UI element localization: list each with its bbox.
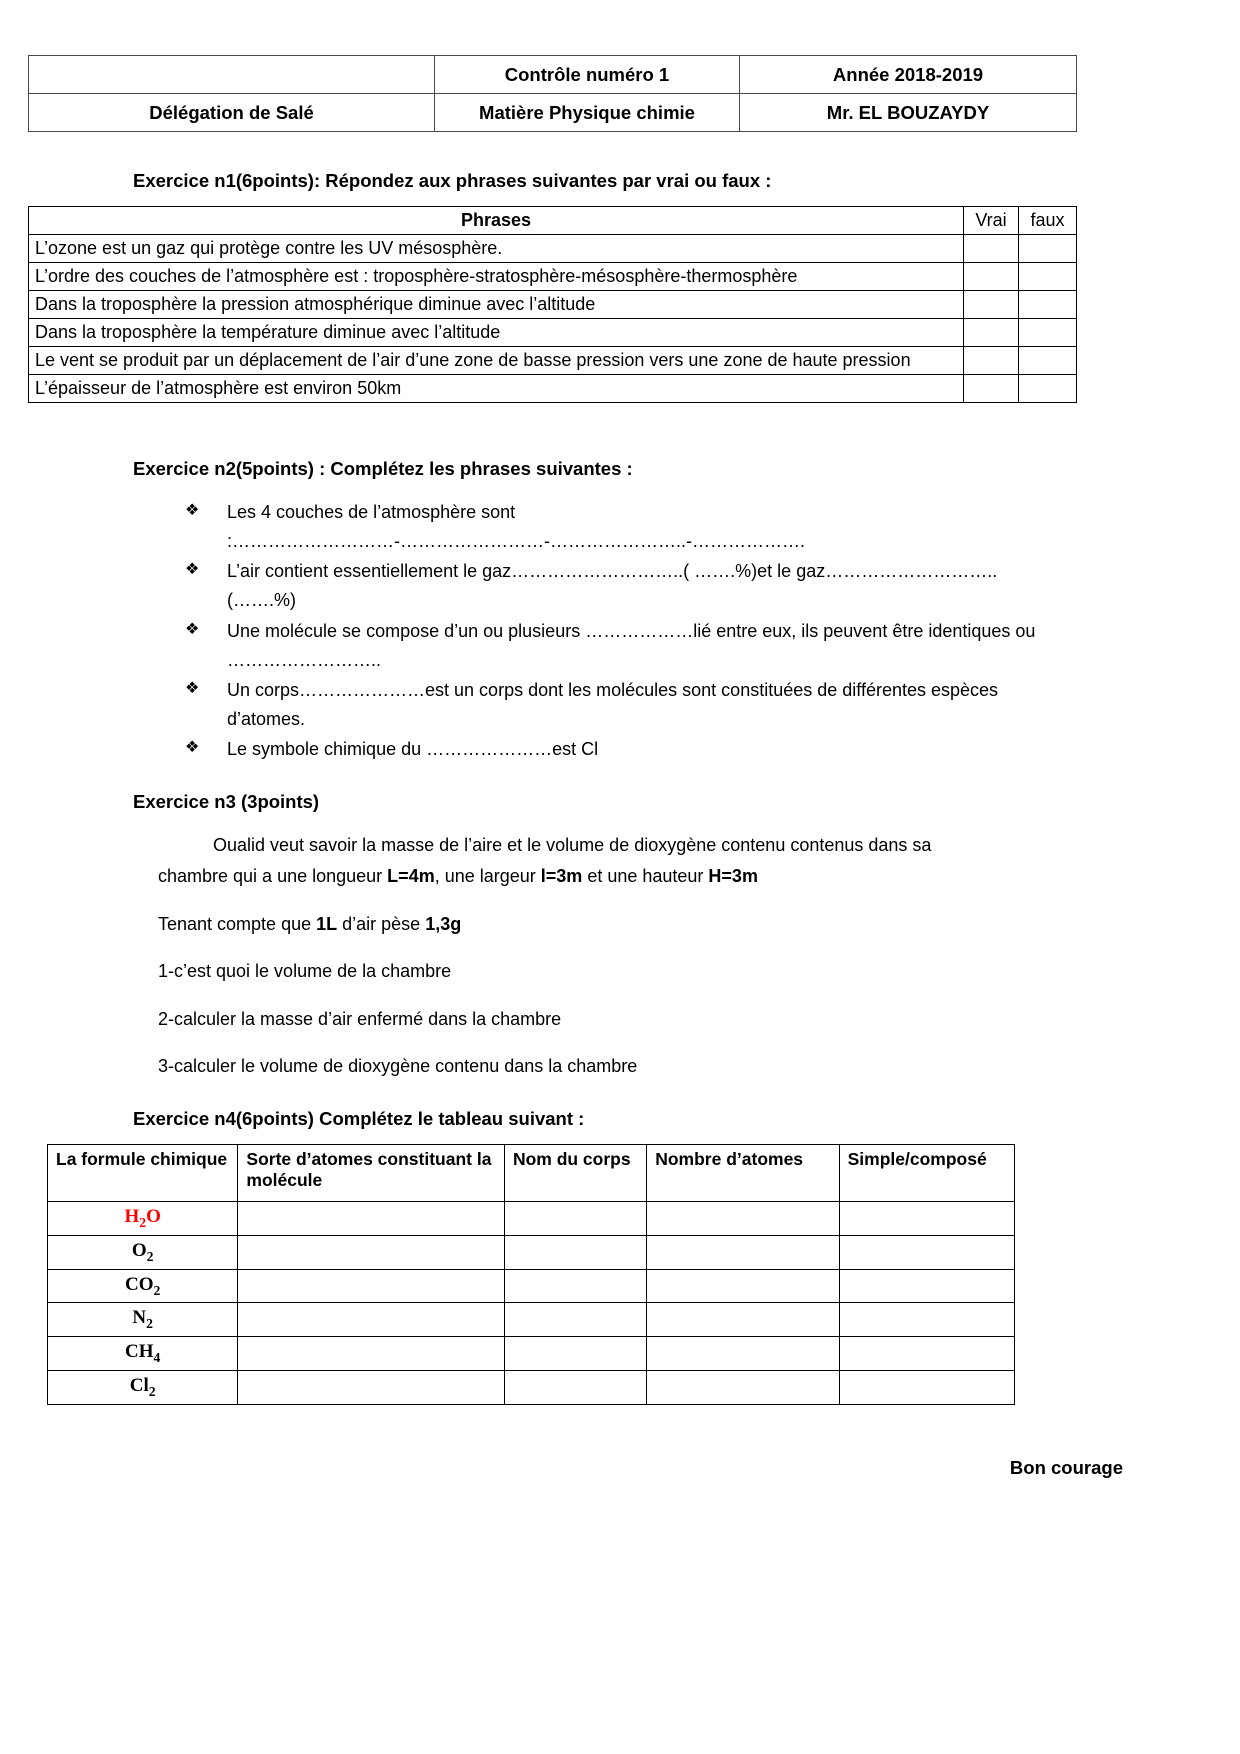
answer-cell-sorte[interactable]: [238, 1201, 505, 1235]
diamond-bullet-icon: ❖: [185, 739, 200, 757]
tenant-prefix: Tenant compte que: [158, 913, 317, 934]
table-row: [48, 1337, 1015, 1371]
table-row: [29, 319, 1077, 347]
formula-cell: $N_2$: [48, 1303, 238, 1337]
list-item-label: Une molécule se compose d’un ou plusieurs ………………lié entre eux, ils peuvent être identiques ou ……………………..: [227, 620, 1036, 670]
answer-cell-type[interactable]: [839, 1370, 1014, 1404]
answer-cell-sorte[interactable]: [238, 1337, 505, 1371]
table-row: [48, 1370, 1015, 1404]
list-item: [185, 557, 1047, 615]
table-header-row: [29, 207, 1077, 235]
spacer-exercise3-c: [25, 939, 1215, 956]
phrase-text: Dans la troposphère la pression atmosphérique diminue avec l’altitude: [29, 291, 964, 319]
exercise3-question-1: 1-c’est quoi le volume de la chambre: [158, 961, 452, 982]
phrase-text: L’épaisseur de l’atmosphère est environ 50km: [29, 375, 964, 403]
bon-courage-note: Bon courage: [1009, 1456, 1123, 1478]
list-item-label: Le symbole chimique du …………………est Cl: [227, 739, 599, 760]
answer-cell-type[interactable]: [839, 1337, 1014, 1371]
answer-cell-nombre[interactable]: [647, 1303, 839, 1337]
value-13g: 1,3g: [425, 913, 462, 934]
formula-cell: $CH_4$: [48, 1337, 238, 1371]
answer-cell-nombre[interactable]: [647, 1370, 839, 1404]
value-1L: 1L: [316, 913, 338, 934]
value-largeur: l=3m: [540, 866, 583, 886]
table-row: [48, 1235, 1015, 1269]
answer-cell-type[interactable]: [839, 1201, 1014, 1235]
answer-cell-vrai[interactable]: [964, 235, 1019, 263]
answer-cell-vrai[interactable]: [964, 291, 1019, 319]
answer-cell-vrai[interactable]: [964, 263, 1019, 291]
spacer-after-exercise1-b: [25, 441, 1215, 458]
answer-cell-faux[interactable]: [1019, 347, 1077, 375]
table-row: [48, 1303, 1015, 1337]
header-subject: Matière Physique chimie: [435, 94, 740, 132]
diamond-bullet-icon: ❖: [185, 502, 200, 519]
exercise2-list: [185, 498, 1215, 764]
answer-cell-sorte[interactable]: [238, 1370, 505, 1404]
exercise3-intro-line2b: , une largeur: [434, 866, 541, 886]
formula-cell: $Cl_2$: [48, 1370, 238, 1404]
answer-cell-nombre[interactable]: [647, 1337, 839, 1371]
phrase-text: L’ordre des couches de l’atmosphère est : troposphère-stratosphère-mésosphère-thermosphère: [29, 263, 964, 291]
header-row-2: [29, 94, 1077, 132]
exercise2-heading: Exercice n2(5points) : Complétez les phrases suivantes :: [133, 458, 633, 479]
exercise1-heading: Exercice n1(6points): Répondez aux phrases suivantes par vrai ou faux :: [133, 170, 772, 191]
spacer-exercise3-a: [25, 813, 1215, 830]
table-row: [48, 1201, 1015, 1235]
answer-cell-vrai[interactable]: [964, 375, 1019, 403]
list-item: [185, 617, 1047, 675]
spacer-after-exercise3: [25, 1082, 1215, 1108]
header-delegation-empty: [29, 56, 435, 94]
header-school-year: Année 2018-2019: [740, 56, 1077, 94]
answer-cell-type[interactable]: [839, 1269, 1014, 1303]
spacer-q2: [25, 1034, 1215, 1051]
answer-cell-faux[interactable]: [1019, 375, 1077, 403]
exercise3-question-3: 3-calculer le volume de dioxygène contenu dans la chambre: [158, 1056, 638, 1077]
tenant-middle: d’air pèse: [337, 913, 426, 934]
table-row: [29, 263, 1077, 291]
answer-cell-faux[interactable]: [1019, 291, 1077, 319]
header-delegation: Délégation de Salé: [29, 94, 435, 132]
column-header-nom-corps: Nom du corps: [504, 1144, 646, 1201]
answer-cell-type[interactable]: [839, 1303, 1014, 1337]
header-exam-title: Contrôle numéro 1: [435, 56, 740, 94]
table-header-row: [48, 1144, 1015, 1201]
table-row: [29, 375, 1077, 403]
list-item: [185, 676, 1047, 734]
answer-cell-faux[interactable]: [1019, 235, 1077, 263]
exercise3-intro-line2a: chambre qui a une longueur: [158, 866, 388, 886]
answer-cell-vrai[interactable]: [964, 319, 1019, 347]
exercise3-intro-line2c: et une hauteur: [582, 866, 709, 886]
value-hauteur: H=3m: [708, 866, 758, 886]
table-row: [29, 235, 1077, 263]
column-header-simple-compose: Simple/composé: [839, 1144, 1014, 1201]
exercise1-table: [28, 206, 1077, 403]
spacer-after-exercise1: [25, 403, 1215, 441]
exercise3-heading: Exercice n3 (3points): [133, 791, 320, 813]
exercise3-intro-line1: Oualid veut savoir la masse de l’aire et le volume de dioxygène contenu contenus dans sa: [213, 835, 932, 856]
answer-cell-faux[interactable]: [1019, 263, 1077, 291]
answer-cell-nombre[interactable]: [647, 1269, 839, 1303]
column-header-phrases: Phrases: [29, 207, 964, 235]
answer-cell-faux[interactable]: [1019, 319, 1077, 347]
spacer-exercise3-b: [25, 892, 1215, 909]
table-row: [48, 1269, 1015, 1303]
exercise3-question-2: 2-calculer la masse d’air enfermé dans la chambre: [158, 1008, 562, 1029]
table-row: [29, 291, 1077, 319]
diamond-bullet-icon: ❖: [185, 620, 200, 638]
table-row: [29, 347, 1077, 375]
spacer-after-exercise2: [25, 765, 1215, 791]
answer-cell-sorte[interactable]: [238, 1269, 505, 1303]
column-header-formule: La formule chimique: [48, 1144, 238, 1201]
spacer-after-header: [25, 132, 1215, 170]
list-item-label: L’air contient essentiellement le gaz………………………..( …….%)et le gaz………………………..(…….%): [227, 561, 998, 611]
answer-cell-sorte[interactable]: [238, 1235, 505, 1269]
phrase-text: L’ozone est un gaz qui protège contre les UV mésosphère.: [29, 235, 964, 263]
list-item: [185, 498, 1047, 556]
answer-cell-sorte[interactable]: [238, 1303, 505, 1337]
exercise4-heading: Exercice n4(6points) Complétez le tableau suivant :: [133, 1107, 585, 1129]
answer-cell-vrai[interactable]: [964, 347, 1019, 375]
exam-header-table: [28, 55, 1077, 132]
header-row-1: [29, 56, 1077, 94]
formula-cell: $H_2O$: [48, 1201, 238, 1235]
list-item: [185, 735, 1047, 764]
answer-cell-nom[interactable]: [504, 1370, 646, 1404]
phrase-text: Dans la troposphère la température diminue avec l’altitude: [29, 319, 964, 347]
answer-cell-type[interactable]: [839, 1235, 1014, 1269]
answer-cell-nom[interactable]: [504, 1337, 646, 1371]
phrase-text: Le vent se produit par un déplacement de l’air d’une zone de basse pression vers une zone de haute pression: [29, 347, 964, 375]
column-header-nombre-atomes: Nombre d’atomes: [647, 1144, 839, 1201]
answer-cell-nombre[interactable]: [647, 1201, 839, 1235]
column-header-sorte-atomes: Sorte d’atomes constituant la molécule: [238, 1144, 505, 1201]
column-header-vrai: Vrai: [964, 207, 1019, 235]
answer-cell-nom[interactable]: [504, 1201, 646, 1235]
answer-cell-nom[interactable]: [504, 1235, 646, 1269]
list-item-label: Les 4 couches de l’atmosphère sont :………………………-……………………-…………………..-……………….: [227, 502, 805, 552]
exercise3-tenant-compte: [158, 909, 1038, 940]
column-header-faux: faux: [1019, 207, 1077, 235]
answer-cell-nombre[interactable]: [647, 1235, 839, 1269]
exercise4-table: [47, 1144, 1015, 1405]
value-longueur: L=4m: [387, 866, 435, 886]
spacer-q1: [25, 987, 1215, 1004]
formula-cell: $O_2$: [48, 1235, 238, 1269]
header-teacher: Mr. EL BOUZAYDY: [740, 94, 1077, 132]
answer-cell-nom[interactable]: [504, 1269, 646, 1303]
formula-cell: $CO_2$: [48, 1269, 238, 1303]
list-item-label: Un corps…………………est un corps dont les molécules sont constituées de différentes espèces d’atomes.: [227, 679, 999, 730]
diamond-bullet-icon: ❖: [185, 561, 200, 579]
answer-cell-nom[interactable]: [504, 1303, 646, 1337]
exercise3-intro: [158, 830, 1038, 891]
diamond-bullet-icon: ❖: [185, 679, 200, 697]
